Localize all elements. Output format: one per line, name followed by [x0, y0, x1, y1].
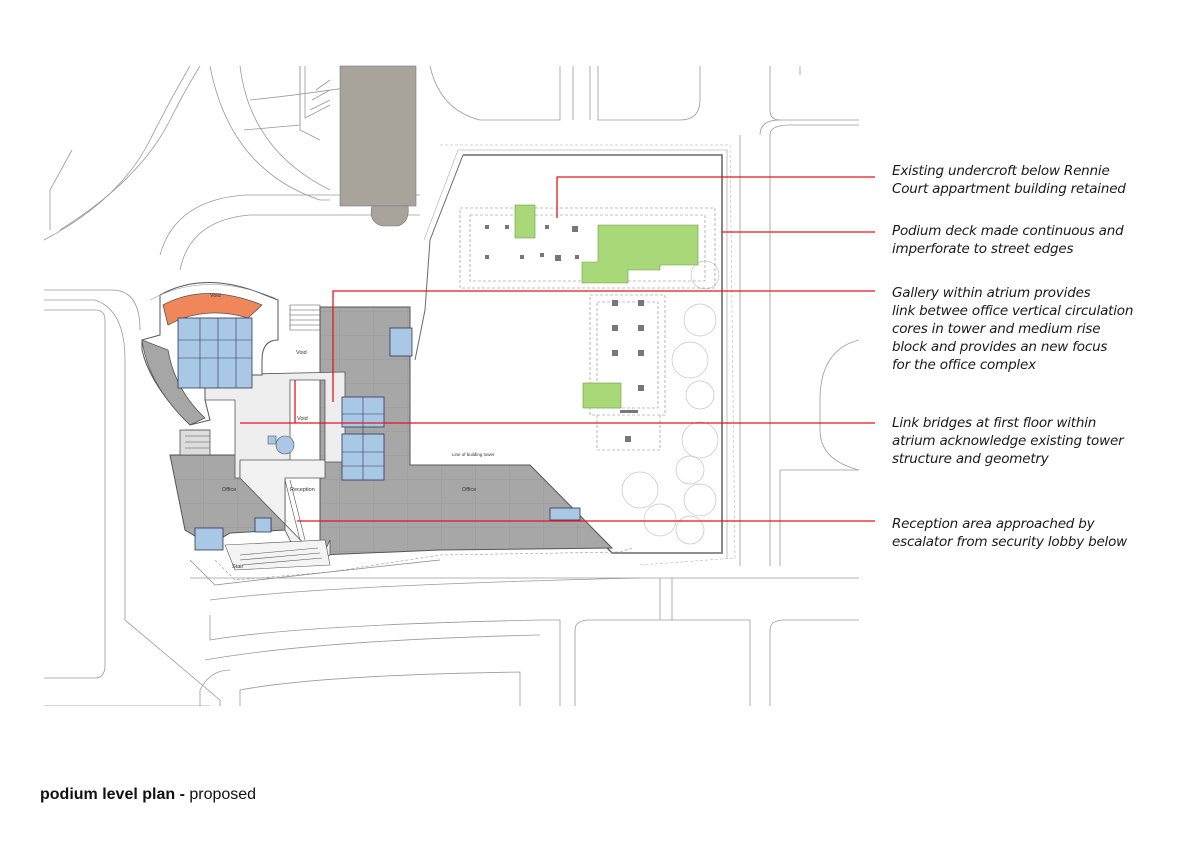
annotation-line: Reception area approached by: [892, 516, 1095, 532]
label-void-top: Void: [210, 293, 221, 299]
annotation-line: Gallery within atrium provides: [892, 285, 1091, 301]
annotation-line: link betwee office vertical circulation: [892, 303, 1134, 319]
annotation-link-bridges: [892, 414, 1123, 468]
label-office-right: Office: [462, 487, 477, 493]
annotation-line: Link bridges at first floor within: [892, 415, 1097, 431]
label-reception: Reception: [290, 487, 315, 493]
annotation-reception: [892, 515, 1127, 551]
annotation-line: escalator from security lobby below: [892, 534, 1128, 550]
caption-title: podium level plan -: [40, 786, 185, 803]
trees: [622, 261, 719, 544]
annotation-line: imperforate to street edges: [892, 241, 1074, 257]
annotation-line: Podium deck made continuous and: [892, 223, 1124, 239]
planting-areas: [515, 205, 698, 408]
caption-subtitle: proposed: [184, 786, 257, 803]
annotation-line: Existing undercroft below Rennie: [892, 163, 1110, 179]
label-void-low: Void: [297, 416, 308, 422]
label-void-mid: Void: [296, 350, 307, 356]
annotation-line: Court appartment building retained: [892, 181, 1126, 197]
label-line-of-tower: Line of building tower: [452, 452, 495, 457]
annotation-line: for the office complex: [892, 357, 1036, 373]
label-stair: Stair: [232, 564, 244, 570]
annotation-line: atrium acknowledge existing tower: [892, 433, 1124, 449]
annotation-undercroft: [892, 162, 1126, 198]
annotation-gallery: [892, 284, 1133, 374]
rennie-court-undercroft: [340, 66, 416, 226]
annotation-line: structure and geometry: [892, 451, 1049, 467]
annotation-line: block and provides an new focus: [892, 339, 1108, 355]
label-office-left: Office: [222, 487, 237, 493]
annotation-podium-deck: [892, 222, 1123, 258]
plan-caption: [40, 786, 256, 804]
annotation-line: cores in tower and medium rise: [892, 321, 1101, 337]
